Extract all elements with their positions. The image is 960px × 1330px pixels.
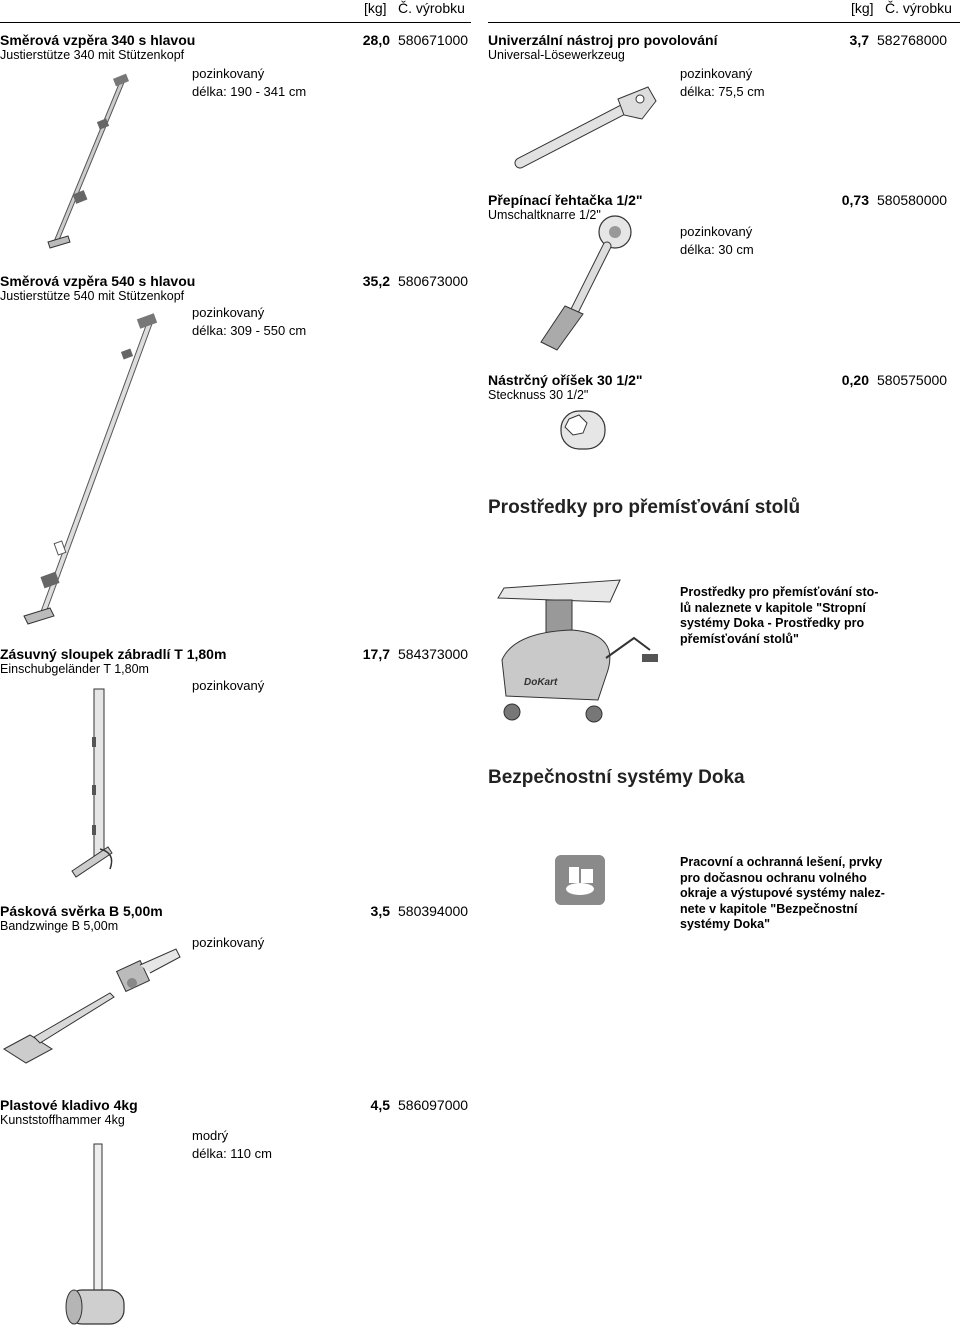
product-article: 586097000 bbox=[398, 1097, 469, 1113]
header-left-article: Č. výrobku bbox=[398, 0, 465, 16]
product-name: Univerzální nástroj pro povolování bbox=[488, 32, 718, 48]
header-left-kg: [kg] bbox=[364, 0, 387, 16]
note-line: pro dočasnou ochranu volného bbox=[680, 870, 867, 885]
product-name: Zásuvný sloupek zábradlí T 1,80m bbox=[0, 646, 227, 662]
product-article: 582768000 bbox=[877, 32, 948, 48]
product-subtitle: Einschubgeländer T 1,80m bbox=[0, 662, 149, 676]
product-length: délka: 75,5 cm bbox=[680, 84, 765, 99]
product-weight: 35,2 bbox=[362, 273, 390, 289]
product-article: 580580000 bbox=[877, 192, 948, 208]
product-subtitle: Universal-Lösewerkzeug bbox=[488, 48, 625, 62]
product-subtitle: Umschaltknarre 1/2" bbox=[488, 208, 601, 222]
product-subtitle: Kunststoffhammer 4kg bbox=[0, 1113, 125, 1127]
product-article: 584373000 bbox=[398, 646, 469, 662]
header-right-article: Č. výrobku bbox=[885, 0, 952, 16]
note-line: okraje a výstupové systémy nalez- bbox=[680, 886, 885, 900]
product-weight: 3,5 bbox=[370, 903, 390, 919]
product-detail: pozinkovaný bbox=[192, 305, 265, 320]
product-name: Plastové kladivo 4kg bbox=[0, 1097, 138, 1113]
product-weight: 4,5 bbox=[370, 1097, 390, 1113]
product-article: 580575000 bbox=[877, 372, 948, 388]
note-line: systémy Doka - Prostředky pro bbox=[680, 616, 865, 630]
product-weight: 28,0 bbox=[362, 32, 390, 48]
product-length: délka: 309 - 550 cm bbox=[192, 323, 307, 338]
dokart-logo-text: DoKart bbox=[524, 677, 558, 688]
railing-post-illustration bbox=[70, 685, 120, 880]
product-subtitle: Stecknuss 30 1/2" bbox=[488, 388, 589, 402]
prop-340-illustration bbox=[40, 70, 140, 255]
product-detail: pozinkovaný bbox=[192, 935, 265, 950]
header-right-rule bbox=[488, 22, 960, 23]
dokart-illustration bbox=[494, 580, 670, 725]
section-title-table-moving: Prostředky pro přemísťování stolů bbox=[488, 497, 801, 518]
product-article: 580394000 bbox=[398, 903, 469, 919]
note-table-moving bbox=[680, 585, 878, 647]
product-subtitle: Justierstütze 540 mit Stützenkopf bbox=[0, 289, 185, 303]
product-detail: modrý bbox=[192, 1128, 229, 1143]
band-clamp-illustration bbox=[0, 945, 190, 1070]
product-weight: 17,7 bbox=[362, 646, 390, 662]
product-name: Přepínací řehtačka 1/2" bbox=[488, 192, 643, 208]
product-name: Směrová vzpěra 540 s hlavou bbox=[0, 273, 196, 289]
product-weight: 0,20 bbox=[841, 372, 869, 388]
socket-illustration bbox=[555, 405, 615, 455]
product-article: 580673000 bbox=[398, 273, 469, 289]
product-weight: 0,73 bbox=[841, 192, 869, 208]
product-weight: 3,7 bbox=[849, 32, 869, 48]
product-length: délka: 190 - 341 cm bbox=[192, 84, 307, 99]
product-detail: pozinkovaný bbox=[680, 66, 753, 81]
note-safety bbox=[680, 855, 885, 933]
ratchet-illustration bbox=[535, 210, 635, 355]
section-title-safety: Bezpečnostní systémy Doka bbox=[488, 767, 745, 788]
universal-tool-illustration bbox=[510, 85, 660, 175]
product-length: délka: 30 cm bbox=[680, 242, 754, 257]
note-line: Prostředky pro přemísťování sto- bbox=[680, 585, 879, 599]
note-line: nete v kapitole "Bezpečnostní bbox=[680, 901, 858, 916]
note-line: přemísťování stolů" bbox=[680, 631, 799, 646]
product-name: Směrová vzpěra 340 s hlavou bbox=[0, 32, 196, 48]
safety-systems-icon bbox=[555, 855, 605, 905]
header-right-kg: [kg] bbox=[851, 0, 874, 16]
header-left-rule bbox=[0, 22, 471, 23]
plastic-hammer-illustration bbox=[60, 1140, 130, 1330]
note-line: systémy Doka" bbox=[680, 917, 771, 931]
product-subtitle: Bandzwinge B 5,00m bbox=[0, 919, 119, 933]
product-length: délka: 110 cm bbox=[192, 1146, 272, 1161]
product-detail: pozinkovaný bbox=[192, 678, 265, 693]
note-line: lů naleznete v kapitole "Stropní bbox=[680, 600, 866, 615]
prop-540-illustration bbox=[20, 310, 170, 630]
product-subtitle: Justierstütze 340 mit Stützenkopf bbox=[0, 48, 185, 62]
product-name: Nástrčný oříšek 30 1/2" bbox=[488, 372, 643, 388]
product-article: 580671000 bbox=[398, 32, 469, 48]
product-detail: pozinkovaný bbox=[192, 66, 265, 81]
product-name: Pásková svěrka B 5,00m bbox=[0, 903, 163, 919]
product-detail: pozinkovaný bbox=[680, 224, 753, 239]
note-line: Pracovní a ochranná lešení, prvky bbox=[680, 855, 883, 869]
